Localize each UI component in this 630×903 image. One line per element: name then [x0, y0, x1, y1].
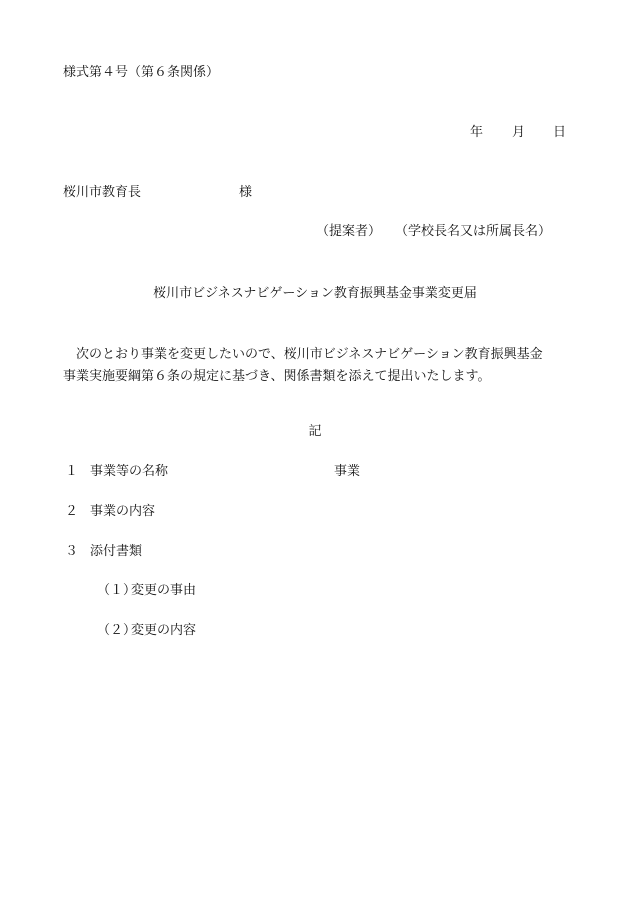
body-line-1: 次のとおり事業を変更したいので、桜川市ビジネスナビゲーション教育振興基金 — [76, 347, 543, 362]
attachment-label: 変更の事由 — [131, 583, 197, 598]
item-number: ２ — [65, 504, 79, 519]
document-title: 桜川市ビジネスナビゲーション教育振興基金事業変更届 — [153, 286, 477, 301]
attachment-label: 変更の内容 — [131, 623, 197, 638]
item-number: ３ — [65, 544, 79, 559]
item-number: １ — [65, 464, 79, 479]
attachment-number: （２） — [97, 623, 137, 638]
addressee-name: 桜川市教育長 — [63, 185, 142, 200]
body-paragraph — [63, 344, 573, 388]
item-label: 事業等の名称 — [90, 464, 169, 479]
item-label: 添付書類 — [90, 544, 143, 559]
addressee-honorific: 様 — [239, 185, 253, 200]
date-year-label: 年 — [470, 125, 484, 140]
item-label: 事業の内容 — [90, 504, 156, 519]
date-day-label: 日 — [553, 125, 567, 140]
form-number: 様式第４号（第６条関係） — [63, 65, 220, 80]
date-month-label: 月 — [512, 125, 526, 140]
proposer-name-placeholder: （学校長名又は所属長名） — [395, 224, 552, 239]
project-name-suffix: 事業 — [334, 464, 361, 479]
proposer-label: （提案者） — [316, 224, 382, 239]
body-line-2: 事業実施要綱第６条の規定に基づき、関係書類を添えて提出いたします。 — [63, 369, 491, 384]
attachment-number: （１） — [97, 583, 137, 598]
ki-heading: 記 — [308, 424, 322, 439]
